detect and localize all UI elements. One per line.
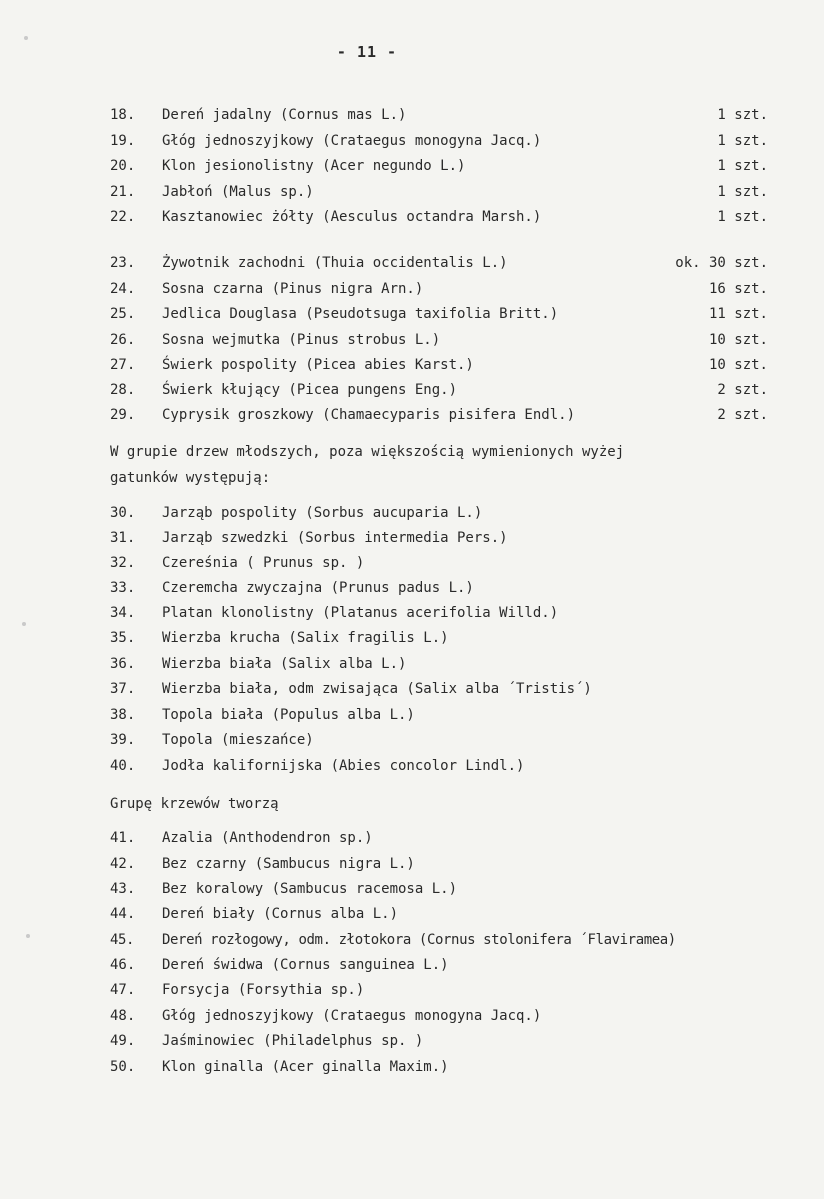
item-quantity: 1 szt. — [717, 184, 768, 200]
item-quantity: 2 szt. — [717, 382, 768, 398]
item-number: 48. — [110, 1008, 136, 1024]
item-number: 35. — [110, 630, 136, 646]
item-text: Dereń biały (Cornus alba L.) — [162, 906, 399, 922]
intro-paragraph-line-1: W grupie drzew młodszych, poza większością wymienionych wyżej — [110, 444, 625, 460]
scan-speck — [24, 36, 28, 40]
item-text: Topola biała (Populus alba L.) — [162, 707, 415, 723]
item-text: Jodła kalifornijska (Abies concolor Lindl.) — [162, 758, 525, 774]
item-text: Świerk kłujący (Picea pungens Eng.) — [162, 382, 458, 398]
item-number: 29. — [110, 407, 136, 423]
item-number: 33. — [110, 580, 136, 596]
item-text: Jarząb szwedzki (Sorbus intermedia Pers.) — [162, 530, 508, 546]
item-number: 41. — [110, 830, 136, 846]
item-text: Głóg jednoszyjkowy (Crataegus monogyna Jacq.) — [162, 1008, 542, 1024]
item-text: Kasztanowiec żółty (Aesculus octandra Marsh.) — [162, 209, 542, 225]
item-number: 19. — [110, 133, 136, 149]
item-number: 37. — [110, 681, 136, 697]
item-text: Dereń świdwa (Cornus sanguinea L.) — [162, 957, 449, 973]
item-text: Jarząb pospolity (Sorbus aucuparia L.) — [162, 505, 483, 521]
item-number: 38. — [110, 707, 136, 723]
item-text: Wierzba biała, odm zwisająca (Salix alba ´Tristis´) — [162, 681, 592, 697]
item-text: Głóg jednoszyjkowy (Crataegus monogyna Jacq.) — [162, 133, 542, 149]
item-number: 39. — [110, 732, 136, 748]
item-text: Klon jesionolistny (Acer negundo L.) — [162, 158, 466, 174]
item-number: 28. — [110, 382, 136, 398]
item-text: Bez czarny (Sambucus nigra L.) — [162, 856, 415, 872]
item-quantity: 11 szt. — [708, 306, 768, 322]
item-text: Świerk pospolity (Picea abies Karst.) — [162, 357, 474, 373]
item-number: 20. — [110, 158, 136, 174]
item-number: 40. — [110, 758, 136, 774]
item-number: 25. — [110, 306, 136, 322]
item-number: 21. — [110, 184, 136, 200]
item-quantity: 1 szt. — [717, 107, 768, 123]
item-text: Czeremcha zwyczajna (Prunus padus L.) — [162, 580, 474, 596]
item-text: Wierzba krucha (Salix fragilis L.) — [162, 630, 449, 646]
item-quantity: 10 szt. — [708, 332, 768, 348]
scan-speck — [22, 622, 26, 626]
item-number: 31. — [110, 530, 136, 546]
item-text: Sosna wejmutka (Pinus strobus L.) — [162, 332, 441, 348]
item-number: 24. — [110, 281, 136, 297]
item-text: Topola (mieszańce) — [162, 732, 314, 748]
item-number: 46. — [110, 957, 136, 973]
item-text: Jabłoń (Malus sp.) — [162, 184, 314, 200]
shrubs-heading: Grupę krzewów tworzą — [110, 796, 279, 812]
item-text: Dereń jadalny (Cornus mas L.) — [162, 107, 407, 123]
item-text: Jedlica Douglasa (Pseudotsuga taxifolia Britt.) — [162, 306, 559, 322]
item-number: 36. — [110, 656, 136, 672]
item-number: 22. — [110, 209, 136, 225]
item-number: 47. — [110, 982, 136, 998]
item-text: Klon ginalla (Acer ginalla Maxim.) — [162, 1059, 449, 1075]
item-number: 23. — [110, 255, 136, 271]
item-number: 18. — [110, 107, 136, 123]
scan-speck — [26, 934, 30, 938]
item-text: Wierzba biała (Salix alba L.) — [162, 656, 407, 672]
item-quantity: 1 szt. — [717, 158, 768, 174]
item-text: Bez koralowy (Sambucus racemosa L.) — [162, 881, 458, 897]
item-quantity: ok. 30 szt. — [675, 255, 768, 271]
item-text: Azalia (Anthodendron sp.) — [162, 830, 373, 846]
item-number: 26. — [110, 332, 136, 348]
item-text: Dereń rozłogowy, odm. złotokora (Cornus stolonifera ´Flaviramea) — [162, 932, 676, 948]
item-number: 50. — [110, 1059, 136, 1075]
item-quantity: 1 szt. — [717, 133, 768, 149]
item-text: Forsycja (Forsythia sp.) — [162, 982, 365, 998]
item-quantity: 1 szt. — [717, 209, 768, 225]
item-number: 49. — [110, 1033, 136, 1049]
item-number: 44. — [110, 906, 136, 922]
intro-paragraph-line-2: gatunków występują: — [110, 470, 271, 486]
item-number: 30. — [110, 505, 136, 521]
item-text: Czereśnia ( Prunus sp. ) — [162, 555, 365, 571]
item-text: Żywotnik zachodni (Thuia occidentalis L.) — [162, 255, 508, 271]
item-number: 45. — [110, 932, 135, 948]
item-quantity: 16 szt. — [708, 281, 768, 297]
item-text: Sosna czarna (Pinus nigra Arn.) — [162, 281, 424, 297]
item-text: Platan klonolistny (Platanus acerifolia Willd.) — [162, 605, 559, 621]
item-number: 43. — [110, 881, 136, 897]
page-number: - 11 - — [336, 43, 398, 61]
item-quantity: 10 szt. — [708, 357, 768, 373]
item-text: Cyprysik groszkowy (Chamaecyparis pisifera Endl.) — [162, 407, 576, 423]
item-number: 27. — [110, 357, 136, 373]
item-quantity: 2 szt. — [717, 407, 768, 423]
item-number: 42. — [110, 856, 136, 872]
item-text: Jaśminowiec (Philadelphus sp. ) — [162, 1033, 424, 1049]
item-number: 32. — [110, 555, 136, 571]
item-number: 34. — [110, 605, 136, 621]
